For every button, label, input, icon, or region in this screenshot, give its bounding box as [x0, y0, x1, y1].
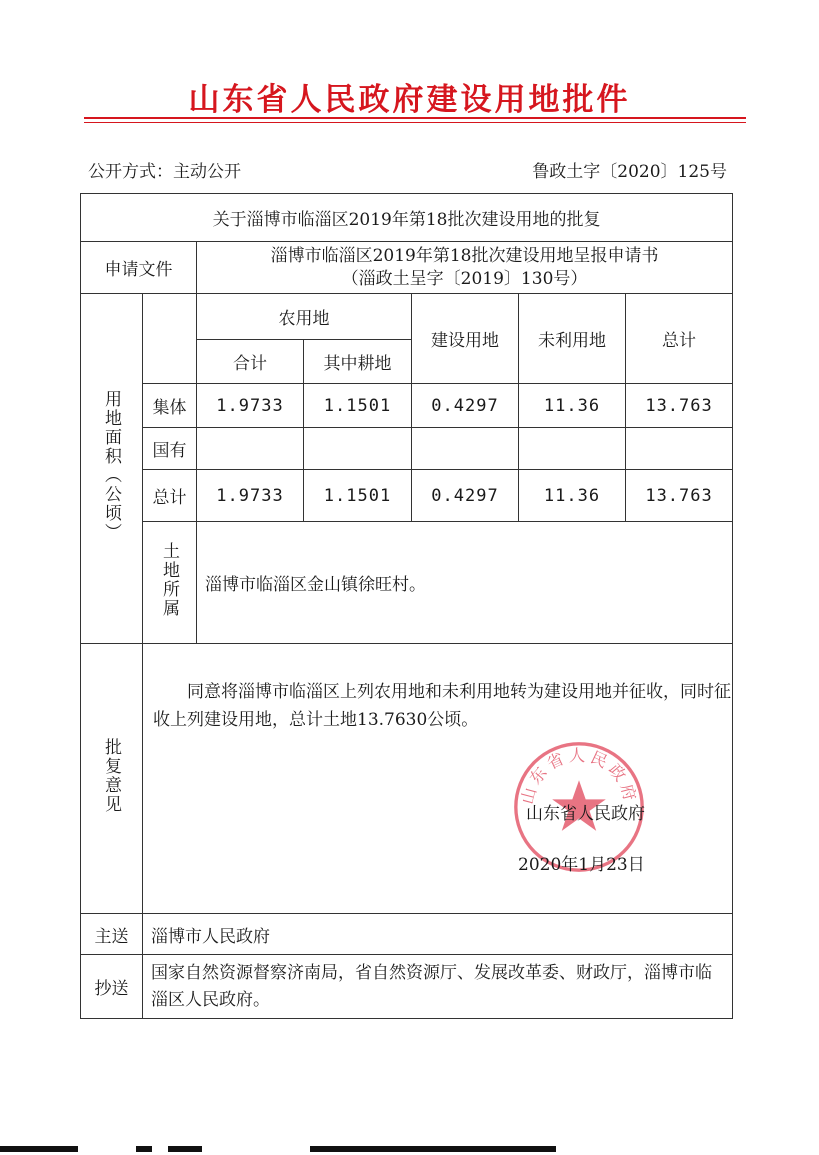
- cell-cultivated: 1.1501: [304, 384, 412, 428]
- cell-subtotal: 1.9733: [197, 470, 304, 522]
- col-unused: 未利用地: [519, 294, 626, 384]
- row-label: 国有: [143, 428, 197, 470]
- cell-subtotal: 1.9733: [197, 384, 304, 428]
- subject-cell: 关于淄博市临淄区2019年第18批次建设用地的批复: [81, 194, 733, 242]
- opinion-cell: [143, 644, 733, 914]
- cell-construction: [412, 428, 519, 470]
- cell-total: [626, 428, 733, 470]
- application-label: 申请文件: [81, 242, 197, 294]
- col-subtotal: 合计: [197, 340, 304, 384]
- ownership-value: 淄博市临淄区金山镇徐旺村。: [197, 522, 733, 644]
- row-label: 总计: [143, 470, 197, 522]
- cell-construction: 0.4297: [412, 470, 519, 522]
- bottom-edge-mark: [0, 1146, 78, 1152]
- area-label: 用地面积（公顷）: [101, 390, 121, 542]
- document-number: 鲁政土字〔2020〕125号: [532, 162, 727, 182]
- col-construction: 建设用地: [412, 294, 519, 384]
- area-label-cell: [81, 294, 143, 644]
- bottom-edge-mark: [168, 1146, 202, 1152]
- table-row: [81, 470, 733, 522]
- cell-cultivated: 1.1501: [304, 470, 412, 522]
- main-recipient: 淄博市人民政府: [143, 914, 733, 955]
- sign-date: 2020年1月23日: [518, 855, 645, 875]
- cell-subtotal: [197, 428, 304, 470]
- opinion-text: 同意将淄博市临淄区上列农用地和未利用地转为建设用地并征收，同时征收上列建设用地，总计土地13.7630公顷。: [153, 682, 731, 730]
- title-rule-thick: [84, 117, 746, 119]
- col-total: 总计: [626, 294, 733, 384]
- table-row: [81, 384, 733, 428]
- cell-total: 13.763: [626, 384, 733, 428]
- signer-name: 山东省人民政府: [526, 804, 645, 824]
- title-rule-thin: [84, 122, 746, 123]
- col-farmland: 农用地: [197, 294, 412, 340]
- disclosure-method: 公开方式：主动公开: [88, 162, 241, 182]
- application-doc: [197, 242, 733, 294]
- cell-construction: 0.4297: [412, 384, 519, 428]
- ownership-label: 土地所属: [159, 542, 179, 618]
- main-recipient-label: 主送: [81, 914, 143, 955]
- opinion-label-cell: [81, 644, 143, 914]
- application-doc-line2: （淄政土呈字〔2019〕130号）: [341, 268, 588, 289]
- cell-unused: [519, 428, 626, 470]
- cc-label: 抄送: [81, 955, 143, 1019]
- cell-unused: 11.36: [519, 384, 626, 428]
- row-label: 集体: [143, 384, 197, 428]
- cell-cultivated: [304, 428, 412, 470]
- application-doc-line1: 淄博市临淄区2019年第18批次建设用地呈报申请书: [270, 245, 659, 266]
- cell-unused: 11.36: [519, 470, 626, 522]
- col-cultivated: 其中耕地: [304, 340, 412, 384]
- ownership-label-cell: [143, 522, 197, 644]
- header-blank: [143, 294, 197, 384]
- opinion-label: 批复意见: [101, 738, 121, 814]
- bottom-edge-mark: [136, 1146, 152, 1152]
- approval-table: [80, 193, 733, 1019]
- bottom-edge-mark: [310, 1146, 556, 1152]
- document-title: 山东省人民政府建设用地批件: [188, 82, 631, 118]
- table-row: [81, 428, 733, 470]
- seal-text: 山东省人民政府: [517, 746, 641, 807]
- cell-total: 13.763: [626, 470, 733, 522]
- cc-recipients: 国家自然资源督察济南局，省自然资源厅、发展改革委、财政厅，淄博市临淄区人民政府。: [143, 955, 733, 1019]
